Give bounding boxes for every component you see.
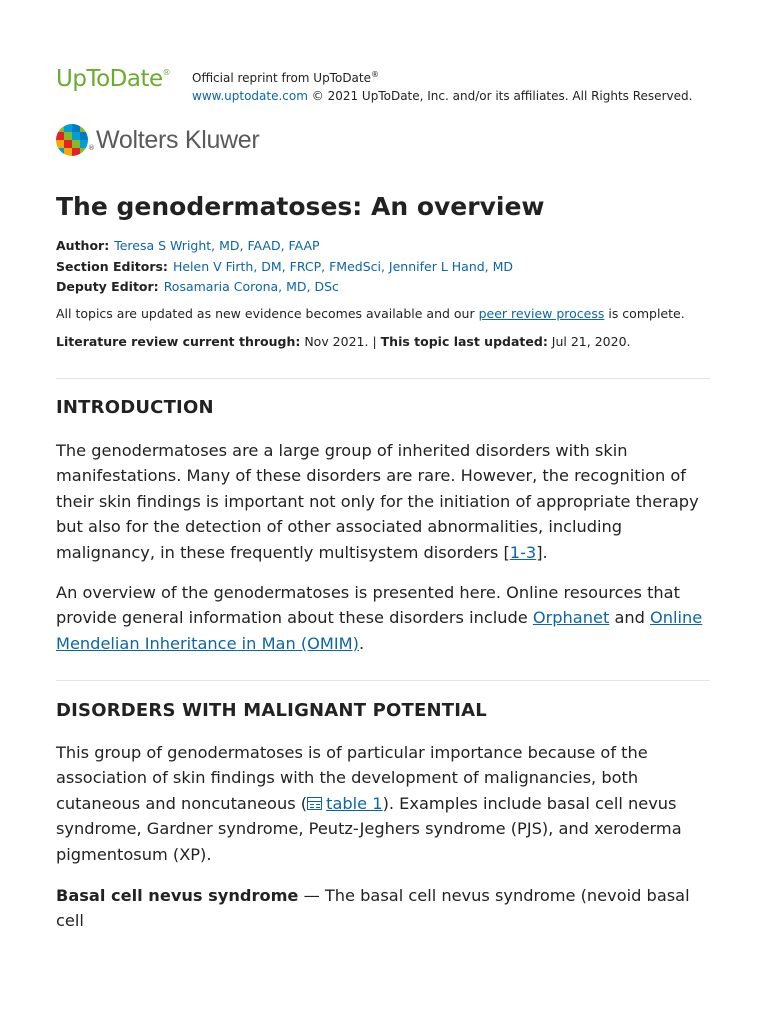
article-credits	[56, 236, 513, 298]
intro-paragraph-2: An overview of the genodermatoses is presented here. Online resources that provide general information about these disorders include Orphanet and Online Mendelian Inheritance in Man (OMIM).	[56, 583, 703, 653]
malignant-paragraph-1: This group of genodermatoses is of particular importance because of the association of skin findings with the development of malignancies, both cutaneous and noncutaneous ( table 1). Examples include basal cell nevus syndrome, Gardner syndrome, Peutz-Jeghers syndrome (PJS), and xeroderma pigmentosum (XP).	[56, 743, 682, 864]
author-link[interactable]: Teresa S Wright, MD, FAAD, FAAP	[114, 238, 320, 253]
uptodate-site-link[interactable]: www.uptodate.com	[192, 89, 308, 103]
wolters-kluwer-reg-mark: ®	[88, 144, 95, 152]
update-note: All topics are updated as new evidence becomes available and our peer review process is complete.	[56, 306, 685, 321]
reprint-notice	[192, 66, 692, 105]
section-editors-link[interactable]: Helen V Firth, DM, FRCP, FMedSci, Jennifer L Hand, MD	[172, 258, 514, 274]
credit-deputy-editor	[56, 277, 513, 298]
uptodate-logo[interactable]: UpToDate®	[56, 66, 171, 92]
omim-link[interactable]: Online Mendelian Inheritance in Man (OMIM)	[56, 608, 703, 653]
credit-author	[56, 236, 513, 257]
intro-paragraph-1: The genodermatoses are a large group of inherited disorders with skin manifestations. Many of these disorders are rare. However, the recognition of their skin findings is important not only for the initiation of appropriate therapy but also for the detection of other associated abnormalities, including malignancy, in these frequently multisystem disorders [1-3].	[56, 441, 699, 562]
wolters-kluwer-logo	[56, 124, 316, 158]
section-divider	[56, 378, 710, 379]
reprint-line: Official reprint from UpToDate®	[192, 70, 379, 85]
section-divider	[56, 680, 710, 681]
reprint-header	[56, 64, 716, 104]
credit-section-editors	[56, 257, 513, 278]
section-heading-malignant-potential: DISORDERS WITH MALIGNANT POTENTIAL	[56, 700, 487, 721]
orphanet-link[interactable]: Orphanet	[532, 608, 610, 628]
page-title: The genodermatoses: An overview	[56, 192, 545, 221]
copyright-line	[192, 87, 692, 105]
credit-label: Deputy Editor:	[56, 279, 159, 294]
wolters-kluwer-wordmark: Wolters Kluwer	[96, 126, 260, 154]
copyright-text: © 2021 UpToDate, Inc. and/or its affiliates. All Rights Reserved.	[307, 89, 693, 103]
peer-review-link[interactable]: peer review process	[478, 306, 605, 321]
deputy-editor-link[interactable]: Rosamaria Corona, MD, DSc	[163, 279, 339, 294]
table-1-link[interactable]: table 1	[307, 794, 382, 813]
section-heading-introduction: INTRODUCTION	[56, 397, 214, 418]
credit-label: Section Editors:	[56, 258, 168, 274]
subsection-title: Basal cell nevus syndrome	[56, 886, 299, 905]
credit-label: Author:	[56, 238, 110, 253]
table-icon	[307, 797, 322, 810]
malignant-paragraph-2: Basal cell nevus syndrome — The basal cell nevus syndrome (nevoid basal cell	[56, 886, 690, 931]
wolters-kluwer-globe-icon	[56, 124, 88, 156]
literature-review-status: Literature review current through: Nov 2021. | This topic last updated: Jul 21, 2020.	[56, 334, 631, 349]
reference-link[interactable]: 1-3	[509, 542, 537, 562]
